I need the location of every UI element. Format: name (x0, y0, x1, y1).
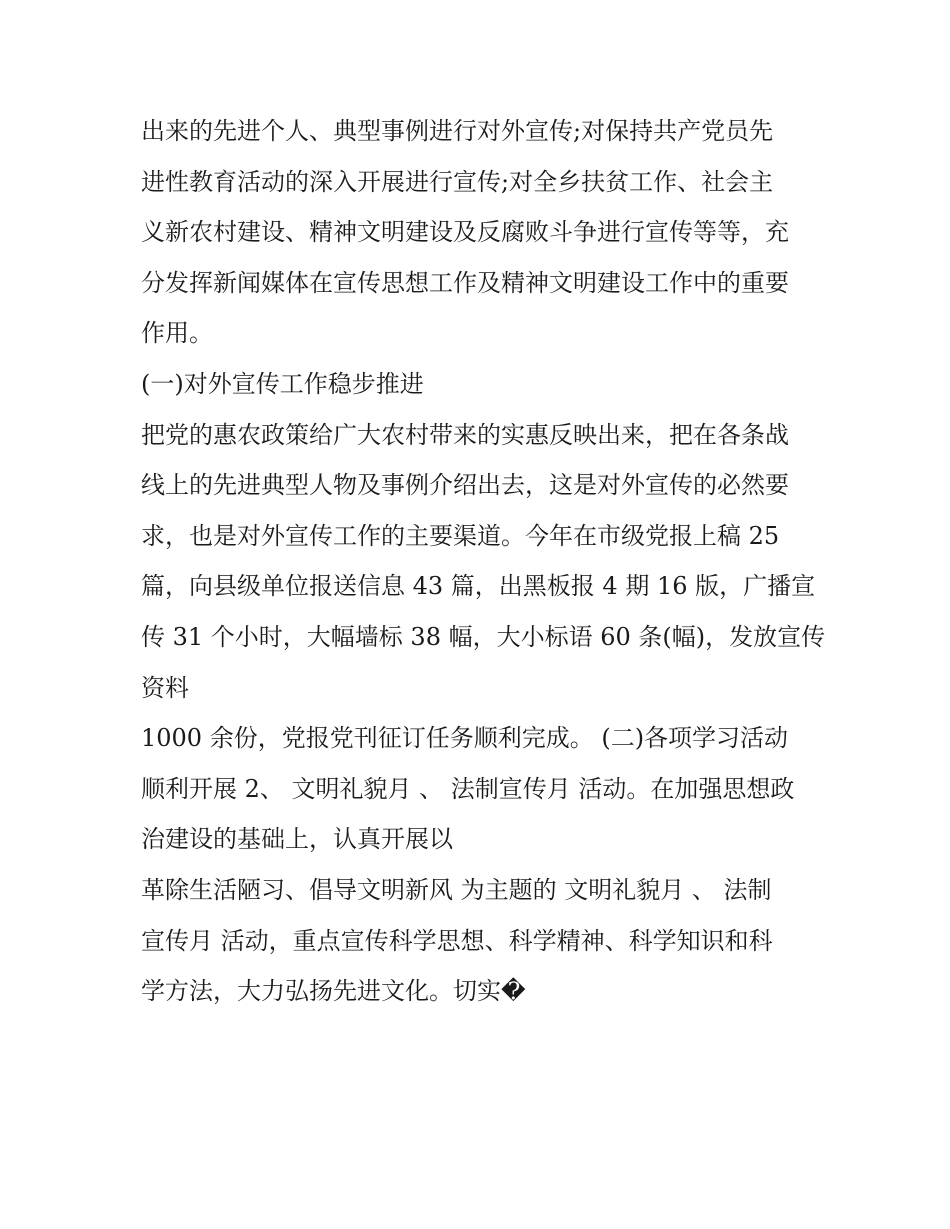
text-line: 治建设的基础上，认真开展以 (141, 825, 453, 854)
text-line: 把党的惠农政策给广大农村带来的实惠反映出来，把在各条战 (141, 420, 789, 449)
text-line: 线上的先进典型人物及事例介绍出去，这是对外宣传的必然要 (141, 471, 789, 500)
text-line: 1000 余份，党报党刊征订任务顺利完成。 (二)各项学习活动 (141, 724, 789, 753)
text-line: 顺利开展 2、 文明礼貌月 、 法制宣传月 活动。在加强思想政 (141, 774, 795, 803)
text-line: 出来的先进个人、典型事例进行对外宣传;对保持共产党员先 (141, 117, 774, 145)
text-line: 作用。 (141, 319, 213, 348)
text-line: 求，也是对外宣传工作的主要渠道。今年在市级党报上稿 25 (141, 521, 780, 550)
section-heading: (一)对外宣传工作稳步推进 (141, 369, 424, 398)
text-line: 革除生活陋习、倡导文明新风 为主题的 文明礼貌月 、 法制 (141, 875, 772, 904)
text-line: 篇，向县级单位报送信息 43 篇，出黑板报 4 期 16 版，广播宣 (141, 572, 816, 601)
text-line: 学方法，大力弘扬先进文化。切实� (141, 977, 526, 1006)
text-line: 宣传月 活动，重点宣传科学思想、科学精神、科学知识和科 (141, 926, 773, 955)
body-text (141, 106, 831, 1017)
text-line: 传 31 个小时，大幅墙标 38 幅，大小标语 60 条(幅)，发放宣传 (141, 622, 826, 651)
text-line: 义新农村建设、精神文明建设及反腐败斗争进行宣传等等，充 (141, 218, 789, 247)
text-line: 进性教育活动的深入开展进行宣传;对全乡扶贫工作、社会主 (141, 167, 774, 196)
text-line: 分发挥新闻媒体在宣传思想工作及精神文明建设工作中的重要 (141, 268, 789, 297)
text-line: 资料 (141, 673, 189, 702)
